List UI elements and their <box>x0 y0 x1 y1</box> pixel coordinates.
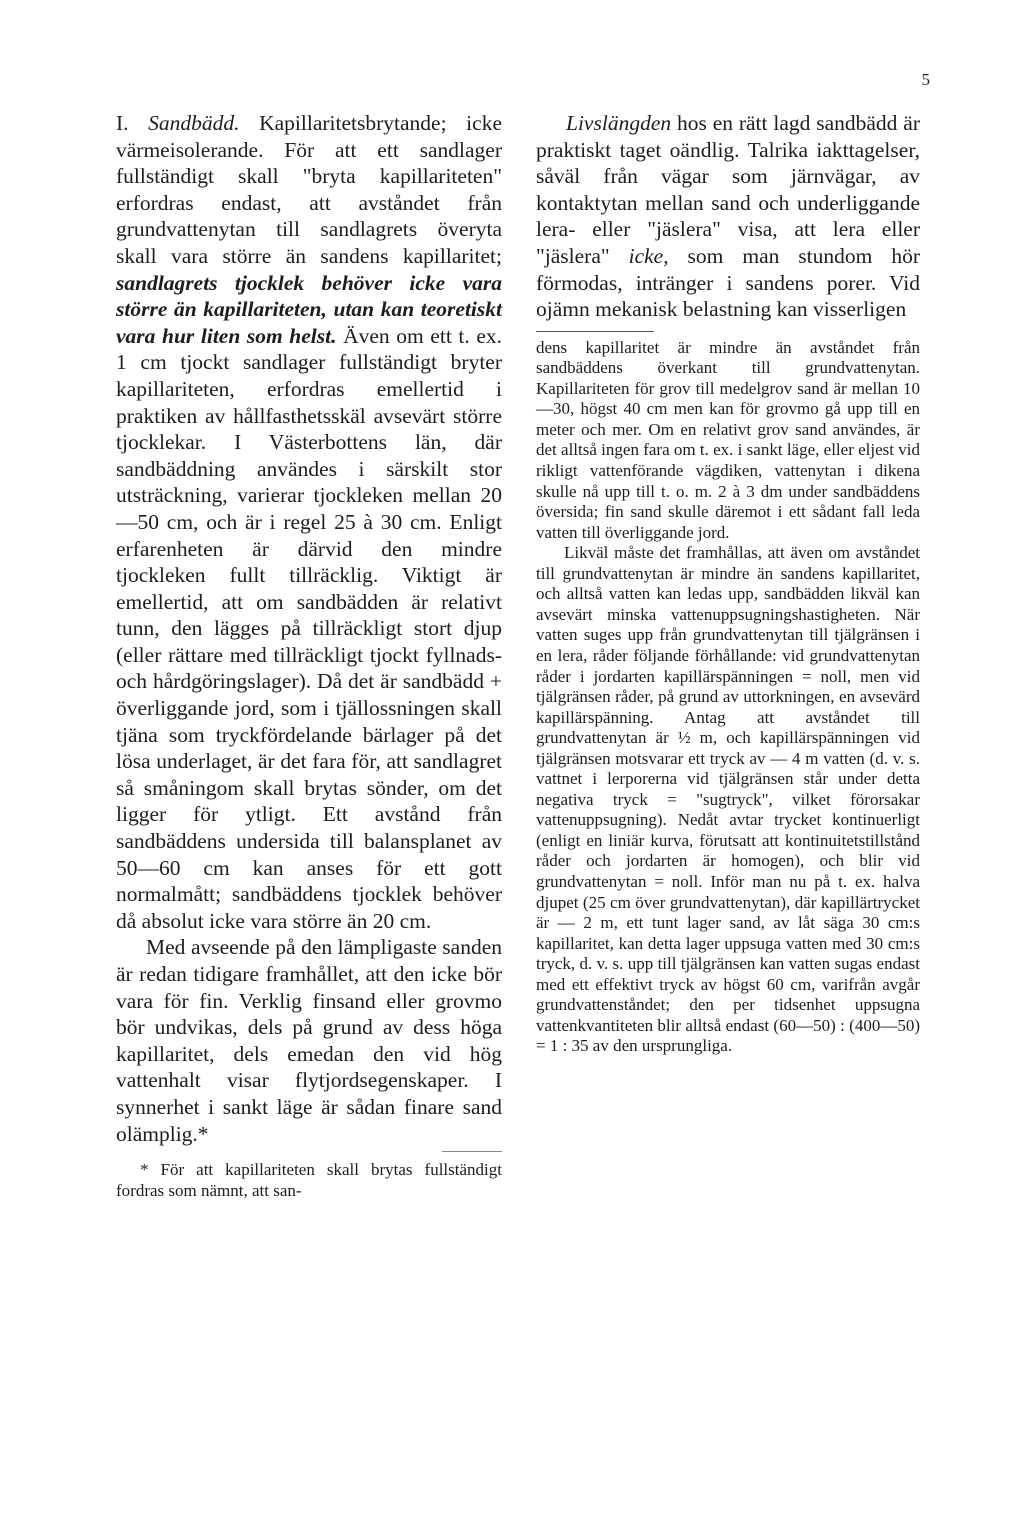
footnote-divider <box>536 331 654 332</box>
italic-term: icke, <box>628 243 669 268</box>
emphasis-text: sandlagrets tjocklek behöver icke vara större än kapillariteten, utan kan teoretiskt vara hur liten som helst. <box>116 270 502 348</box>
left-column <box>116 110 502 1201</box>
paragraph-text: hos en rätt lagd sandbädd är praktiskt taget oändlig. Talrika iakttagelser, såväl från vägar som järnvägar, av kontaktytan mellan sand och underliggande lera- eller "jäslera" visa, att lera eller "jäslera" <box>536 111 920 268</box>
paragraph-text: Även om ett t. ex. 1 cm tjockt sandlager fullständigt bryter kapillariteten, erfordras emellertid i praktiken av hållfasthetsskäl avsevärt större tjocklekar. I Västerbottens län, där sandbäddning användes i särskilt stor utsträckning, varierar tjockleken mellan 20 —50 cm, och är i regel 25 à 30 cm. Enligt erfarenheten är därvid den mindre tjockleken fullt tillräcklig. Viktigt är emellertid, att om sandbädden är relativt tunn, den lägges på tillräckligt stort djup (eller rättare med tillräckligt tjockt fyllnads- och hårdgöringslager). Då det är sandbädd + överliggande jord, som i tjällossningen skall tjäna som tryckfördelande bärlager på det lösa underlaget, är det fara för, att sandlagret så småningom skall brytas sönder, om det ligger för ytligt. Ett avstånd från sandbäddens undersida till balansplanet av 50—60 cm kan anses för ett gott normalmått; sandbäddens tjocklek behöver då absolut icke vara större än 20 cm. <box>116 323 502 933</box>
footnote-divider <box>442 1151 502 1152</box>
section-heading: Sandbädd. <box>148 111 240 135</box>
paragraph-text: Kapillaritetsbrytande; icke värmeisolerande. För att ett sandlager fullständigt skall "bryta kapillariteten" erfordras endast, att avståndet från grundvattenytan till sandlagrets överyta skall vara större än sandens kapillaritet; <box>116 111 502 268</box>
paragraph-capillary-tension: Likväl måste det framhållas, att även om avståndet till grundvattenytan är mindre än sandens kapillaritet, och alltså vatten kan ledas upp, sandbädden likväl kan avsevärt minska vattenuppsugningshastigheten. När vatten suges upp från grundvattenytan till tjälgränsen i en lera, råder följande förhållande: vid grundvattenytan råder i jordarten kapillärspänningen = noll, men vid tjälgränsen råder, på grund av uttorkningen, en avsevärd kapillärspänning. Antag att avståndet till grundvattenytan är ½ m, och kapillärspänningen vid tjälgränsen motsvarar ett tryck av — 4 m vatten (d. v. s. vattnet i lerporerna vid tjälgränsen står under detta negativa tryck = "sugtryck", vilket förorsakar vattenuppsugning). Nedåt avtar trycket kontinuerligt (enligt en liniär kurva, förutsatt att kontinuitetstillstånd råder och jordarten är homogen), och blir vid grundvattenytan = noll. Inför man nu på t. ex. halva djupet (25 cm över grundvattenytan), där kapillärtrycket är — 2 m, ett tunt lager sand, av låt säga 30 cm:s kapillaritet, kan detta lager uppsuga vatten med 30 cm:s tryck, d. v. s. upp till tjälgränsen kan vatten sugas endast med ett effektivt tryck av högst 60 cm, varifrån avgår grundvattenståndet; den per tidsenhet uppsugna vattenkvantiteten blir alltså endast (60—50) : (400—50) = 1 : 35 av den ursprungliga. <box>536 543 920 1056</box>
paragraph-text: som man stundom hör förmodas, intränger i sandens porer. Vid ojämn mekanisk belastning kan visserligen <box>536 243 920 322</box>
paragraph-livslangden <box>536 110 920 323</box>
page-number: 5 <box>921 70 930 89</box>
italic-term: Livslängden <box>566 111 672 135</box>
right-column <box>536 110 920 1057</box>
paragraph-sandbadd <box>116 110 502 934</box>
footnote-continuation: dens kapillaritet är mindre än avståndet från sandbäddens överkant till grundvattenytan. Kapillariteten för grov till medelgrov sand är mellan 10—30, högst 40 cm men kan för grovmo gå upp till en meter och mer. Om en relativt grov sand användes, är det alltså ingen fara om t. ex. i sankt läge, eller eljest vid rikligt vattenförande vägdiken, vattenytan i dikena skulle nå upp till t. o. m. 2 à 3 dm under sandbäddens översida; fin sand skulle däremot i ett sådant fall leda vatten till överliggande jord. <box>536 337 920 542</box>
section-number: I. <box>116 111 149 135</box>
footnote: * För att kapillariteten skall brytas fullständigt fordras som nämnt, att san- <box>116 1160 502 1200</box>
paragraph-sand-choice: Med avseende på den lämpligaste sanden är redan tidigare framhållet, att den icke bör vara för fin. Verklig finsand eller grovmo bör undvikas, dels på grund av dess höga kapillaritet, dels emedan den vid hög vattenhalt visar flytjordsegenskaper. I synnerhet i sankt läge är sådan finare sand olämplig.* <box>116 935 502 1146</box>
